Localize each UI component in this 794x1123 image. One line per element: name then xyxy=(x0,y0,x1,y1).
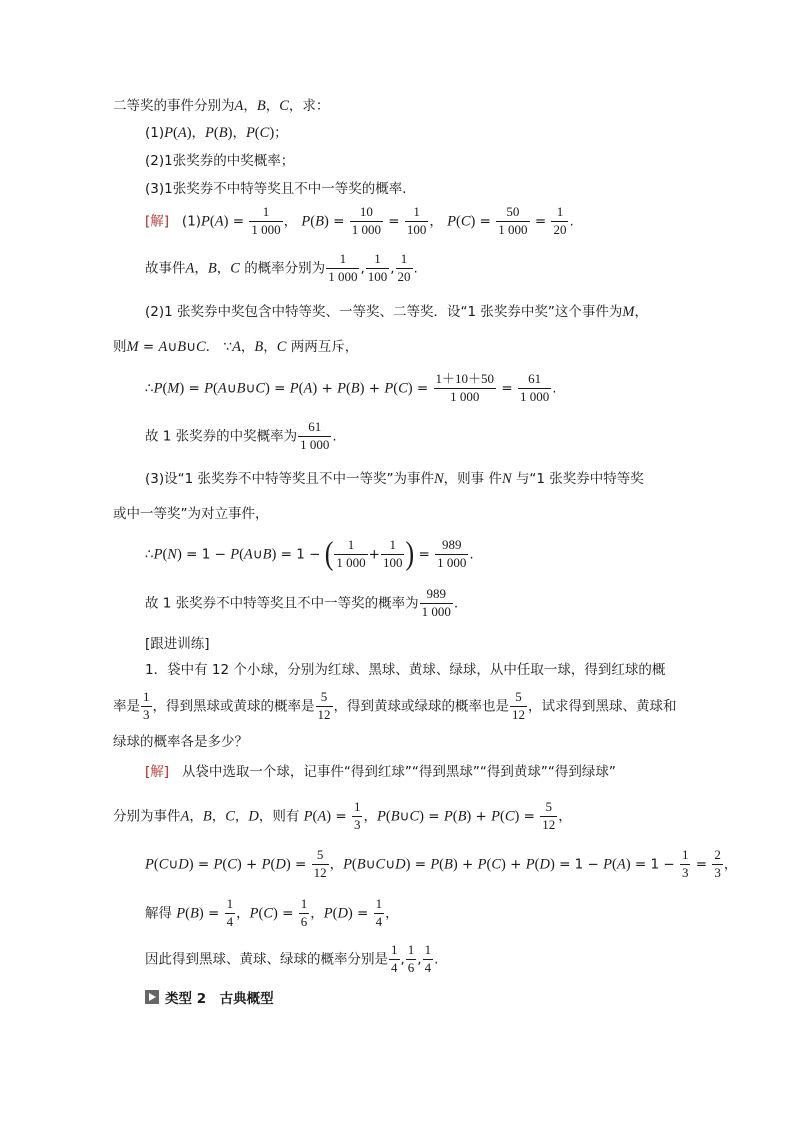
solution-3-complement: 或中一等奖”为对立事件， xyxy=(113,506,269,522)
fraction: $\frac{1}{6}$ xyxy=(407,942,415,975)
fraction: $\frac{2}{3}$ xyxy=(714,847,721,880)
fraction: $\frac{1}{100}$ xyxy=(367,251,388,284)
exercise-solution-5: 因此得到黑球、黄球、绿球的概率分别是 $\frac{1}{4}$ , $\frac{1}{6}$ , $\frac{1}{4}$ . xyxy=(145,942,439,975)
question-3: (3)1张奖券不中特等奖且不中一等奖的概率． xyxy=(145,181,416,197)
fraction: $\frac{1}{4}$ xyxy=(391,942,398,975)
exercise-1-line-3: 绿球的概率各是多少？ xyxy=(113,734,248,750)
solution-3-intro: (3)设“1 张奖券不中特等奖且不中一等奖”为事件N，则事 件N 与“1 张奖券中特等奖 xyxy=(145,471,644,487)
solution-1: [解] (1)P(A) = $\frac{1}{1 000}$ ， P(B) = $\frac{10}{1 000}$ = $\frac{1}{100}$ ， P(C) = $\frac{50}{1 000}$ = $\frac{1}{20}$ . xyxy=(145,204,574,237)
solution-3-conclusion: 故 1 张奖券不中特等奖且不中一等奖的概率为 $\frac{989}{1 000}$ . xyxy=(145,586,459,619)
exercise-solution-4: 解得 P(B) = $\frac{1}{4}$ ，P(C) = $\frac{1}{6}$ ，P(D) = $\frac{1}{4}$ ， xyxy=(145,896,399,929)
solution-2-events: 则M = A∪B∪C． ∵A，B，C 两两互斥， xyxy=(113,339,359,355)
fraction: $\frac{61}{1 000}$ xyxy=(300,419,330,452)
fraction: $\frac{1}{1 000}$ xyxy=(336,537,366,570)
fraction: $\frac{5}{12}$ xyxy=(317,689,331,722)
fraction: $\frac{1}{100}$ xyxy=(406,204,427,237)
fraction: $\frac{61}{1 000}$ xyxy=(519,371,550,404)
fraction: $\frac{1}{6}$ xyxy=(300,896,308,929)
section-heading xyxy=(145,987,274,1007)
fraction: $\frac{1}{20}$ xyxy=(553,204,567,237)
fraction: $\frac{1}{3}$ xyxy=(681,847,689,880)
fraction: $\frac{10}{1 000}$ xyxy=(351,204,381,237)
solution-tag: [解] xyxy=(145,213,170,230)
exercise-solution-3: P(C∪D) = P(C) + P(D) = $\frac{5}{12}$ ，P(B∪C∪D) = P(B) + P(C) + P(D) = 1 − P(A) = 1 − $\frac{1}{3}$ = $\frac{2}{3}$ ， xyxy=(145,847,738,880)
solution-2-conclusion: 故 1 张奖券的中奖概率为 $\frac{61}{1 000}$ . xyxy=(145,419,337,452)
fraction: $\frac{5}{12}$ xyxy=(542,799,556,832)
solution-1-conclusion: 故事件A，B，C 的概率分别为 $\frac{1}{1 000}$ , $\frac{1}{100}$ , $\frac{1}{20}$ . xyxy=(145,251,418,284)
fraction: $\frac{1}{3}$ xyxy=(353,799,361,832)
question-1: (1)P(A)，P(B)，P(C)； xyxy=(145,125,288,141)
fraction: $\frac{1}{4}$ xyxy=(424,942,432,975)
fraction: $\frac{1+10+50}{1 000}$ xyxy=(435,371,495,404)
fraction: $\frac{50}{1 000}$ xyxy=(498,204,528,237)
question-2: (2)1张奖券的中奖概率； xyxy=(145,153,295,169)
exercise-solution-1: [解] 从袋中选取一个球，记事件“得到红球”“得到黑球”“得到黄球”“得到绿球” xyxy=(145,764,616,780)
fraction: $\frac{1}{4}$ xyxy=(375,896,383,929)
fraction: $\frac{1}{1 000}$ xyxy=(251,204,281,237)
fraction: $\frac{5}{12}$ xyxy=(512,689,525,722)
fraction: $\frac{989}{1 000}$ xyxy=(421,586,451,619)
fraction: $\frac{1}{3}$ xyxy=(143,689,150,722)
exercise-solution-2: 分别为事件A，B，C，D，则有 P(A) = $\frac{1}{3}$ ，P(B∪C) = P(B) + P(C) = $\frac{5}{12}$ ， xyxy=(113,799,572,832)
solution-3-formula: ∴P(N) = 1 − P(A∪B) = 1 − ( $\frac{1}{1 000}$ + $\frac{1}{100}$ ) = $\frac{989}{1 000}$ . xyxy=(145,535,474,572)
fraction: $\frac{1}{4}$ xyxy=(226,896,234,929)
fraction: $\frac{5}{12}$ xyxy=(313,847,327,880)
play-triangle-icon xyxy=(145,990,159,1004)
section-title: 类型 2 古典概型 xyxy=(165,991,274,1007)
solution-2-intro: (2)1 张奖券中奖包含中特等奖、一等奖、二等奖．设“1 张奖券中奖”这个事件为M， xyxy=(145,304,648,320)
fraction: $\frac{1}{20}$ xyxy=(397,251,411,284)
fraction: $\frac{989}{1 000}$ xyxy=(437,537,467,570)
fraction: $\frac{1}{100}$ xyxy=(382,537,403,570)
follow-up-heading: [跟进训练] xyxy=(145,636,210,652)
solution-2-formula: ∴P(M) = P(A∪B∪C) = P(A) + P(B) + P(C) = $\frac{1+10+50}{1 000}$ = $\frac{61}{1 000}$ . xyxy=(145,371,557,404)
problem-intro-line: 二等奖的事件分别为A，B，C，求： xyxy=(113,98,330,114)
exercise-1-line-2: 率是 $\frac{1}{3}$ ，得到黑球或黄球的概率是 $\frac{5}{12}$ ，得到黄球或绿球的概率也是 $\frac{5}{12}$ ，试求得到黑球、黄球和 xyxy=(113,689,677,722)
solution-tag: [解] xyxy=(145,764,170,780)
fraction: $\frac{1}{1 000}$ xyxy=(328,251,358,284)
exercise-1-line-1: 1．袋中有 12 个小球，分别为红球、黑球、黄球、绿球，从中任取一球，得到红球的概 xyxy=(145,662,666,678)
